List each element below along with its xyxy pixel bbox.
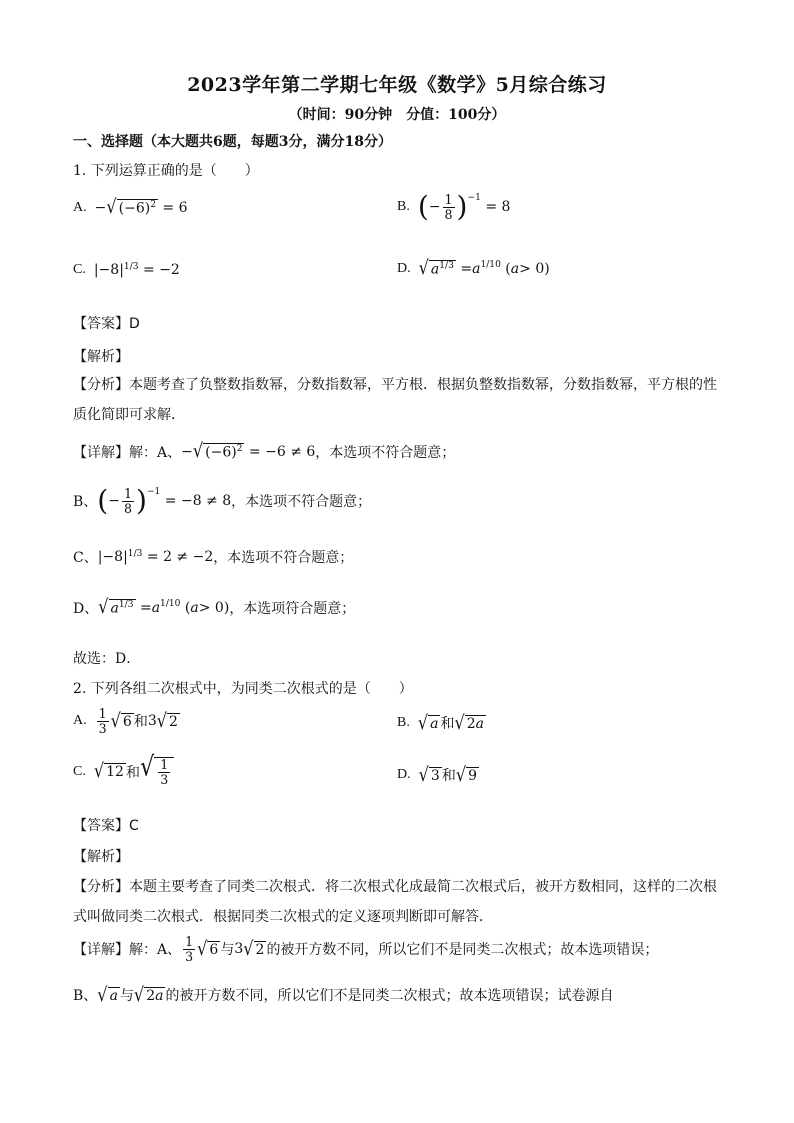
q2-option-c: C. √ 12 和 √ $\frac{1}{3}$: [73, 757, 174, 787]
math-expr: − √ $(-6)^2$ = 6: [94, 194, 188, 218]
q2-detail-a: 【详解】解：A、 $\frac{1}{3}$ √ 6 与 3 √ 2 的被开方数不同，所以它们不是同类二次根式；故本选项错误；: [73, 934, 659, 964]
page-subtitle: （时间：90分钟 分值：100分）: [288, 107, 506, 123]
q2-option-a: A. $\frac{1}{3}$ √ 6 和 3 √ 2: [73, 706, 178, 736]
math-expr: √ 9: [455, 762, 477, 786]
math-expr: √ a: [417, 710, 439, 734]
q2-option-b: B. √ a 和 √ 2a: [397, 710, 485, 734]
option-label: B.: [397, 199, 410, 215]
math-expr: ( − $\frac{1}{8}$ ) $^{-1}$ = −8 ≠ 8: [97, 484, 232, 518]
q1-answer: 【答案】D: [73, 316, 140, 332]
math-expr: |−8| 1/3 = −2: [93, 262, 180, 278]
q1-option-b: [397, 190, 511, 224]
option-label: C.: [73, 262, 86, 277]
math-expr: 3 √ 2: [234, 936, 265, 960]
q1-conclusion: 故选：D．: [73, 651, 141, 667]
math-expr: |−8| 1/3 = 2 ≠ −2: [97, 549, 214, 565]
option-label: D.: [397, 260, 411, 276]
q2-option-d: D. √ 3 和 √ 9: [397, 762, 477, 786]
q1-detail-b: B、 ( − $\frac{1}{8}$ ) $^{-1}$ = −8 ≠ 8 ，本选项不符合题意；: [73, 484, 372, 518]
math-expr: √ a: [97, 982, 118, 1006]
q1-fenxi: 【分析】本题考查了负整数指数幂，分数指数幂，平方根．根据负整数指数幂，分数指数幂，平方根的性质化简即可求解．: [73, 377, 717, 423]
math-expr: $\frac{1}{3}$ √ 6: [185, 934, 219, 964]
math-expr: √ 2a: [133, 982, 164, 1006]
q2-jiexi: 【解析】: [73, 849, 129, 865]
option-label: D.: [397, 767, 411, 782]
q2-stem: 2. 下列各组二次根式中，为同类二次根式的是（ ）: [73, 681, 413, 697]
math-expr: √ 3: [418, 762, 440, 786]
math-expr: √ 12: [93, 759, 124, 783]
option-label: B.: [397, 715, 410, 730]
q1-option-c: [73, 262, 180, 278]
option-label: A.: [73, 199, 87, 215]
q1-stem: 1. 下列运算正确的是（ ）: [73, 163, 259, 179]
math-expr: $\frac{1}{3}$ √ 6: [98, 706, 132, 736]
math-expr: √ $\frac{1}{3}$: [140, 757, 174, 787]
q2-fenxi: 【分析】本题主要考查了同类二次根式．将二次根式化成最简二次根式后，被开方数相同，这样的二次根式叫做同类二次根式．根据同类二次根式的定义逐项判断即可解答．: [73, 879, 717, 925]
math-expr: − √ $(-6)^2$ = −6 ≠ 6: [181, 439, 316, 462]
math-expr: √ $a^{1/3}$ = a $^{1/10}$ ( a > 0): [418, 255, 550, 279]
q1-detail-c: C、 |−8| 1/3 = 2 ≠ −2 ，本选项不符合题意；: [73, 549, 354, 566]
math-expr: √ $a^{1/3}$ = a $^{1/10}$ ( a > 0): [98, 595, 230, 618]
option-label: A.: [73, 713, 87, 729]
math-expr: 3 √ 2: [147, 708, 178, 732]
q2-answer: 【答案】C: [73, 818, 139, 834]
q1-detail-d: D、 √ $a^{1/3}$ = a $^{1/10}$ ( a > 0) ，本选项符合题意；: [73, 595, 356, 618]
q1-jiexi: 【解析】: [73, 349, 129, 365]
option-label: C.: [73, 763, 86, 779]
q1-option-d: [397, 255, 550, 279]
q1-detail-a: 【详解】解：A、 − √ $(-6)^2$ = −6 ≠ 6 ，本选项不符合题意；: [73, 439, 456, 462]
q2-detail-b: B、 √ a 与 √ 2a 的被开方数不同，所以它们不是同类二次根式；故本选项错误；试卷源自: [73, 982, 614, 1006]
math-expr: √ 2a: [454, 710, 485, 734]
math-expr: ( − $\frac{1}{8}$ ) $^{-1}$ = 8: [417, 190, 511, 224]
section-heading: 一、选择题（本大题共6题，每题3分，满分18分）: [73, 134, 392, 150]
page-title: 2023学年第二学期七年级《数学》5月综合练习: [187, 74, 607, 96]
q1-option-a: [73, 194, 188, 218]
